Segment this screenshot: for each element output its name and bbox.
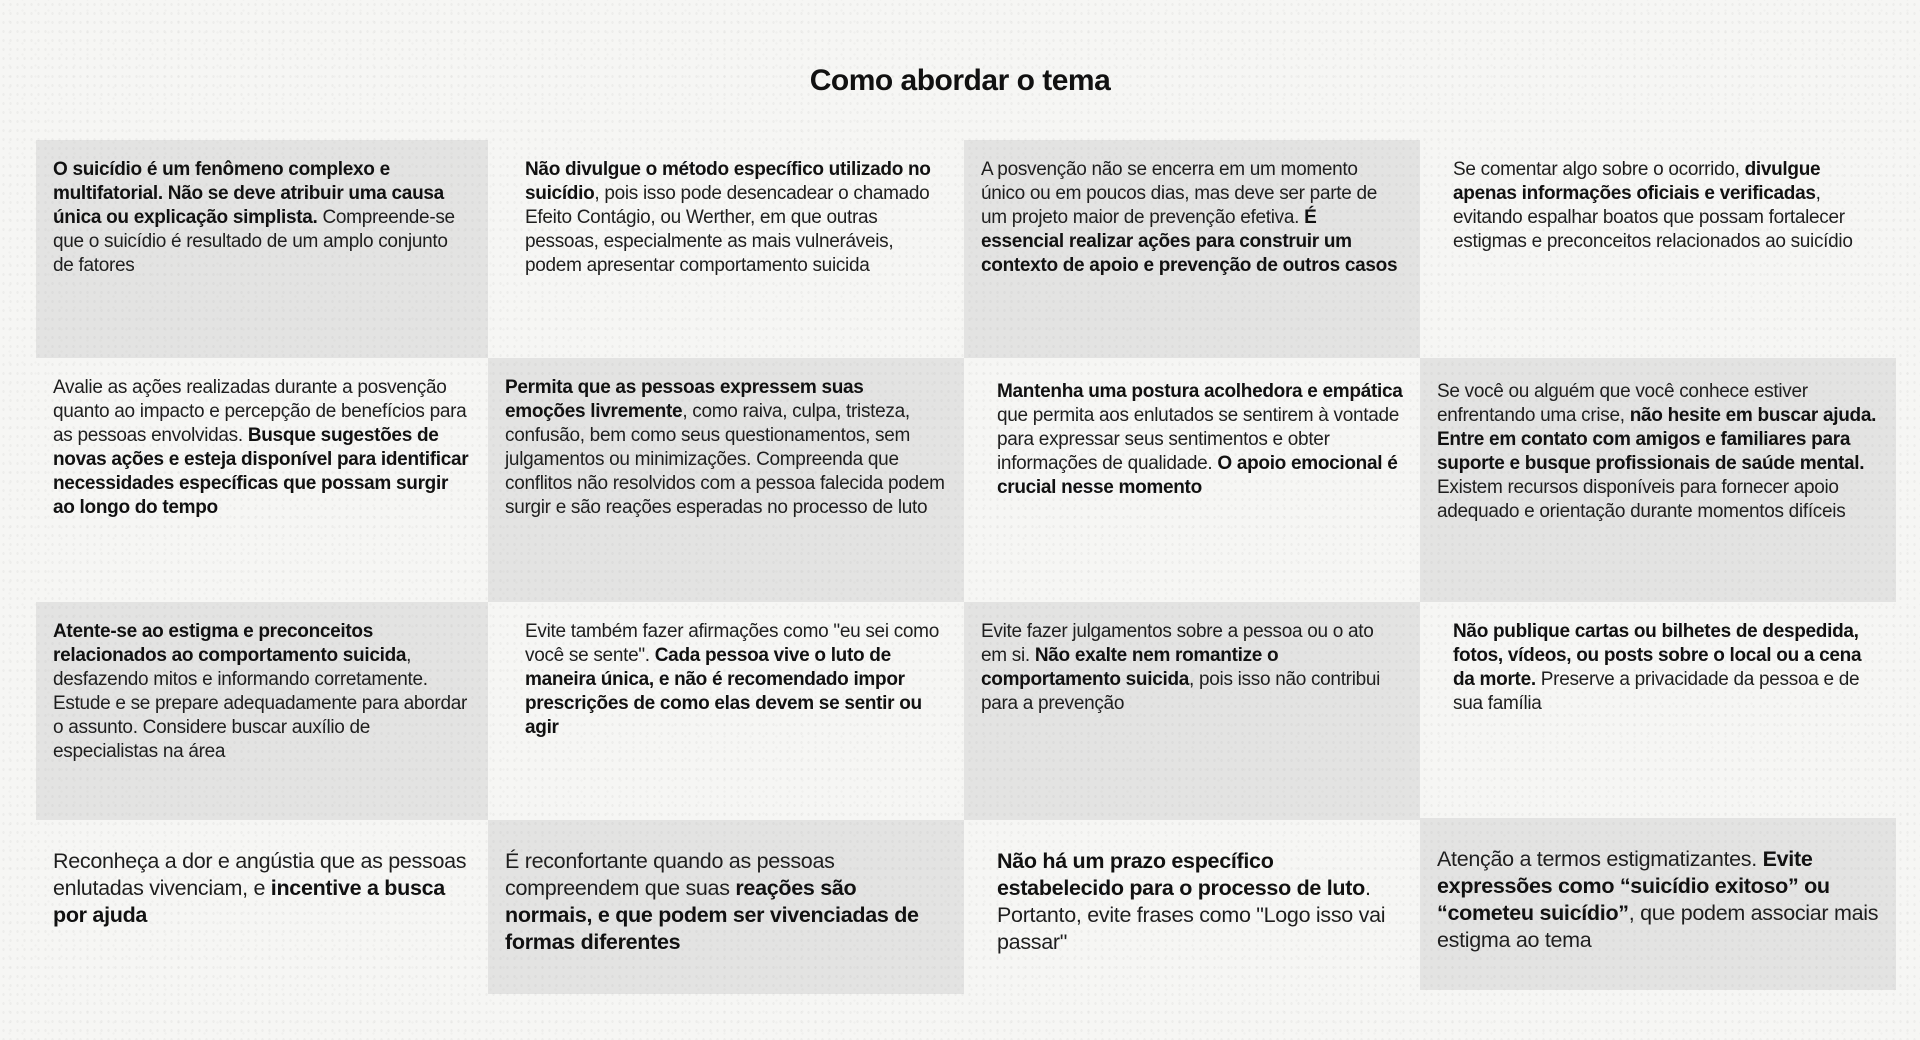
tip-card [1436,602,1896,820]
tip-text: Preserve a privacidade da pessoa e de sua família [1453,669,1860,714]
tip-highlight: O suicídio é um fenômeno complexo e multifatorial. Não se deve atribuir uma causa única ou explicação simplista. [53,159,444,228]
tip-highlight: Busque sugestões de novas ações e esteja disponível para identificar necessidades específicas que possam surgir ao longo do tempo [53,425,469,518]
tip-card [508,602,964,820]
tip-text: É reconfortante quando as pessoas compreendem que suas [505,849,835,900]
tip-highlight: É essencial realizar ações para construir um contexto de apoio e prevenção de outros casos [981,207,1398,276]
tip-card [488,820,964,994]
tip-text: Avalie as ações realizadas durante a posvenção quanto ao impacto e percepção de benefícios para as pessoas envolvidas. [53,377,467,446]
tip-text: , pois isso não contribui para a prevenção [981,669,1381,714]
tip-highlight: Mantenha uma postura acolhedora e empática [997,381,1403,402]
tip-text: Se comentar algo sobre o ocorrido, [1453,159,1745,180]
tip-highlight: reações são normais, e que podem ser vivenciadas de formas diferentes [505,876,919,954]
tip-card [964,602,1420,820]
tip-text: Existem recursos disponíveis para fornecer apoio adequado e orientação durante momentos difíceis [1437,477,1846,522]
tip-card [980,362,1420,602]
tip-card [36,140,488,358]
tip-highlight: divulgue apenas informações oficiais e verificadas [1453,159,1821,204]
tip-text: . Portanto, evite frases como "Logo isso vai passar" [997,876,1386,954]
tip-card [36,358,488,602]
tip-highlight: O apoio emocional é crucial nesse momento [997,453,1398,498]
tip-highlight: Permita que as pessoas expressem suas emoções livremente [505,377,864,422]
tip-card [508,140,964,358]
tip-text: que permita aos enlutados se sentirem à vontade para expressar seus sentimentos e obter informações de qualidade. [997,405,1400,474]
tip-highlight: Atente-se ao estigma e preconceitos relacionados ao comportamento suicida [53,621,407,666]
tip-highlight: Cada pessoa vive o luto de maneira única, e não é recomendado impor prescrições de como elas devem se sentir ou agir [525,645,922,738]
tip-card [488,358,964,602]
tip-text: A posvenção não se encerra em um momento único ou em poucos dias, mas deve ser parte de um projeto maior de prevenção efetiva. [981,159,1377,228]
tip-text: , como raiva, culpa, tristeza, confusão, bem como seus questionamentos, sem julgamentos ou minimizações. Compreenda que conflitos não resolvidos com a pessoa falecida podem surgir e são reações esperadas no processo de luto [505,401,945,518]
tip-card [1420,818,1896,990]
tip-card [980,820,1420,990]
tip-card [1436,140,1896,358]
tip-text: , pois isso pode desencadear o chamado Efeito Contágio, ou Werther, em que outras pessoas, especialmente as mais vulneráveis, podem apresentar comportamento suicida [525,183,930,276]
tip-text: , evitando espalhar boatos que possam fortalecer estigmas e preconceitos relacionados ao suicídio [1453,183,1853,252]
tip-card [1420,358,1896,602]
tip-highlight: Não divulgue o método específico utilizado no suicídio [525,159,931,204]
tip-highlight: Não publique cartas ou bilhetes de despedida, fotos, vídeos, ou posts sobre o local ou a cena da morte. [1453,621,1862,690]
page-title: Como abordar o tema [809,64,1111,97]
tip-text: Compreende-se que o suicídio é resultado de um amplo conjunto de fatores [53,207,455,276]
tip-highlight: Evite expressões como “suicídio exitoso” ou “cometeu suicídio” [1437,847,1830,925]
tip-text: Atenção a termos estigmatizantes. [1437,847,1763,871]
tip-highlight: não hesite em buscar ajuda. Entre em contato com amigos e familiares para suporte e busque profissionais de saúde mental. [1437,405,1877,474]
tip-card [36,602,488,820]
tip-card [964,140,1420,358]
tip-text: Evite fazer julgamentos sobre a pessoa ou o ato em si. [981,621,1374,666]
tip-text: , desfazendo mitos e informando corretamente. Estude e se prepare adequadamente para abordar o assunto. Considere buscar auxílio de especialistas na área [53,645,468,762]
tip-highlight: Não exalte nem romantize o comportamento suicida [981,645,1279,690]
tip-highlight: Não há um prazo específico estabelecido para o processo de luto [997,849,1365,900]
tip-text: Reconheça a dor e angústia que as pessoas enlutadas vivenciam, e [53,849,467,900]
tip-text: , que podem associar mais estigma ao tema [1437,901,1879,952]
tip-text: Evite também fazer afirmações como "eu sei como você se sente". [525,621,939,666]
tip-card [36,820,488,990]
tip-highlight: incentive a busca por ajuda [53,876,445,927]
tip-text: Se você ou alguém que você conhece estiver enfrentando uma crise, [1437,381,1808,426]
